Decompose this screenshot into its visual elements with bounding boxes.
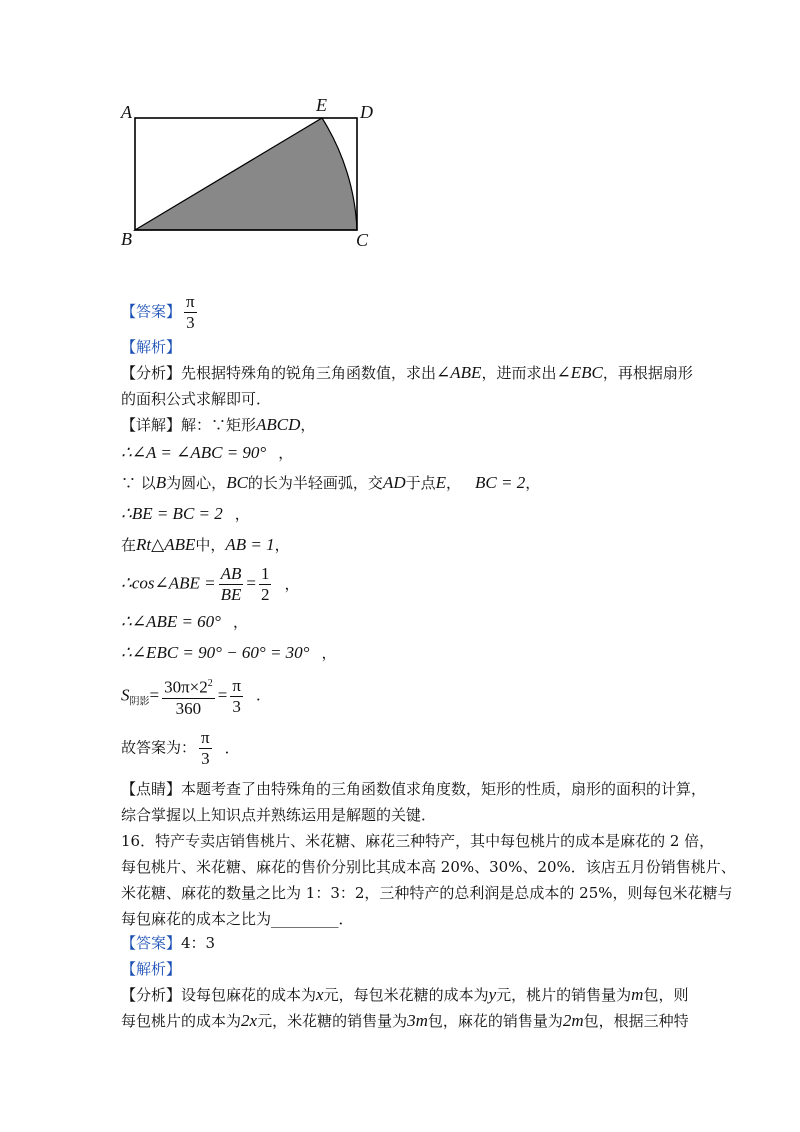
step-5: ∴cos∠ABE = $\frac{AB}{BE}$ = $\frac{1}{2}$ ， [121,564,300,604]
step-3: ∴BE = BC = 2 ， [121,504,250,523]
q16-line2: 每包桃片、米花糖、麻花的售价分别比其成本高 20%、30%、20%．该店五月份销售桃片、 [121,858,736,876]
answer-fraction: $\frac{\pi}{3}$ [186,292,195,332]
step-6: ∴∠ABE = 60° ， [121,612,248,631]
final-fraction: $\frac{\pi}{3}$ [201,728,210,768]
q16-fenxi-line2: 每包桃片的成本为2x元，米花糖的销售量为3m包，麻花的销售量为2m包，根据三种特 [121,1011,689,1030]
q15-answer-line [121,292,200,333]
q16-analysis-tag: 【解析】 [121,960,182,978]
label-e: E [316,95,327,115]
dianjing-line2: 综合掌握以上知识点并熟练运用是解题的关键． [121,806,437,824]
step-8-area: $S_{阴影}=$ $\frac{30\pi\times 2^2}{360}$ = $\frac{\pi}{3}$ ． [121,675,271,718]
geometry-figure [0,0,800,270]
step-4: 在Rt△ABE中，AB = 1， [121,535,290,554]
q15-fenxi-line1: 【分析】先根据特殊角的锐角三角函数值，求出∠ABE，进而求出∠EBC，再根据扇形 [121,363,693,382]
fraction-area: $\frac{30\pi\times 2^2}{360}$ [162,674,215,719]
shaded-sector-region [135,118,357,230]
answer-tag: 【答案】 [121,302,182,321]
q16-answer-line: 【答案】4：3 [121,934,216,952]
q16-line1: 16．特产专卖店销售桃片、米花糖、麻花三种特产，其中每包桃片的成本是麻花的 2 倍， [121,832,715,850]
q15-analysis-tag: 【解析】 [121,338,182,356]
label-a: A [121,102,132,122]
label-c: C [356,230,369,250]
fraction-pi-3: $\frac{\pi}{3}$ [232,675,241,716]
q16-line3: 米花糖、麻花的数量之比为 1：3：2，三种特产的总利润是总成本的 25%，则每包米花糖与 [121,884,733,902]
q15-detail-line: 【详解】解：∵矩形ABCD， [121,415,316,434]
q16-line4: 每包麻花的成本之比为_________． [121,910,354,928]
fraction-ab-be: $\frac{AB}{BE}$ [220,564,242,604]
step-2: ∵ 以B为圆心，BC的长为半轻画弧，交AD于点E， BC = 2， [121,473,541,492]
q15-fenxi-line2: 的面积公式求解即可． [121,390,272,408]
final-answer: 故答案为： $\frac{\pi}{3}$ ． [121,728,240,768]
q16-fenxi-line1: 【分析】设每包麻花的成本为x元，每包米花糖的成本为y元，桃片的销售量为m包，则 [121,985,689,1004]
label-b: B [121,229,132,249]
fraction-one-half: $\frac{1}{2}$ [260,564,270,604]
step-1: ∴∠A = ∠ABC = 90° ， [121,443,294,462]
label-d: D [360,102,373,122]
step-7: ∴∠EBC = 90° − 60° = 30° ， [121,643,337,662]
dianjing-line1: 【点睛】本题考查了由特殊角的三角函数值求角度数，矩形的性质，扇形的面积的计算， [121,780,707,798]
